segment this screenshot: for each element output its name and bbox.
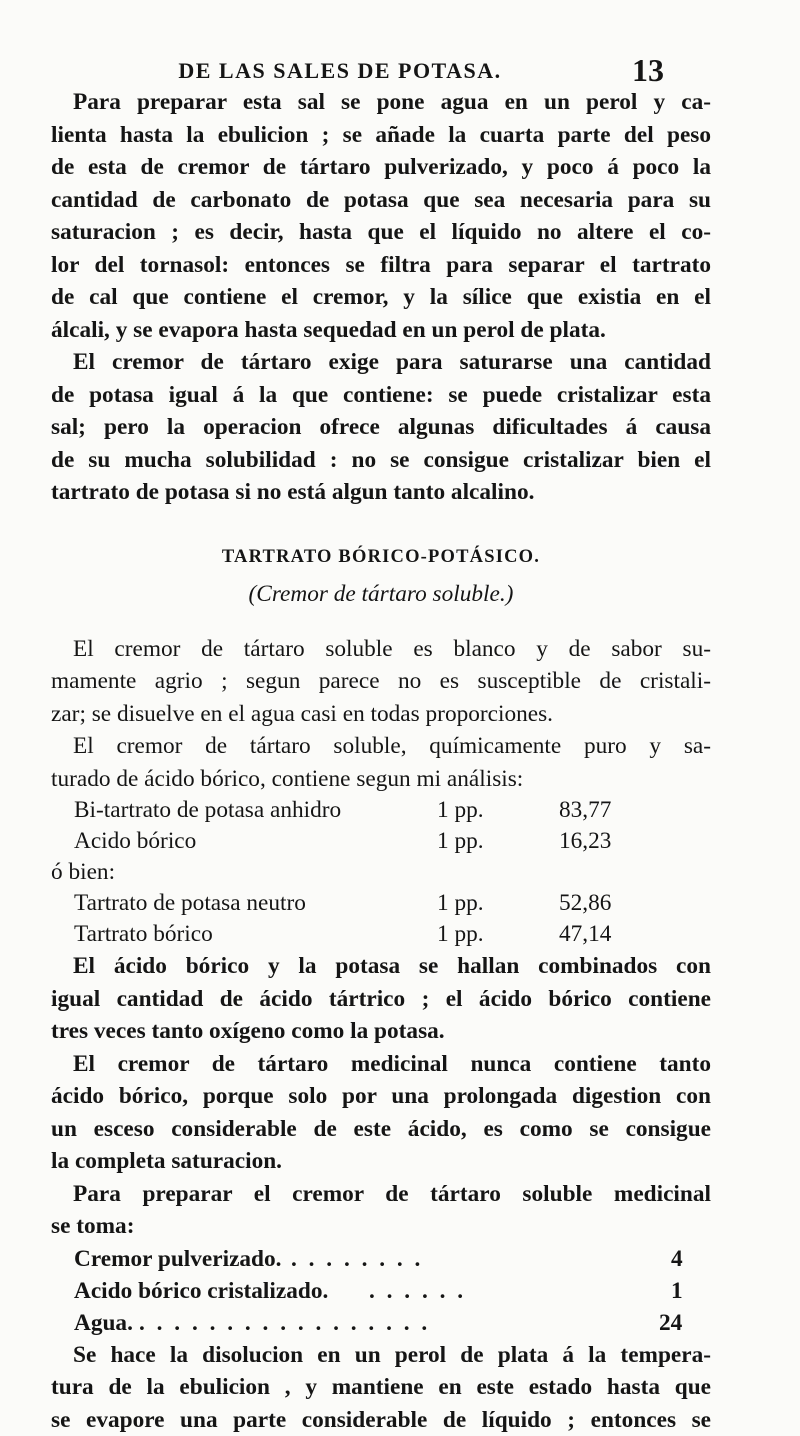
recipe-list (51, 1243, 711, 1339)
text-line: de cal que contiene el cremor, y la sílice que existia en el (51, 281, 711, 314)
component-name: Bi-tartrato de potasa anhidro (74, 795, 341, 826)
text-line: El cremor de tártaro exige para saturarse una cantidad (51, 346, 711, 379)
text-line: cantidad de carbonato de potasa que sea necesaria para su (51, 184, 711, 217)
analysis-row (51, 826, 711, 857)
leader-dots: . . . . . . (369, 1275, 466, 1307)
paragraph-description (51, 633, 711, 731)
text-line: de esta de cremor de tártaro pulverizado, y poco á poco la (51, 151, 711, 184)
text-line: se evapore una parte considerable de líquido ; entonces se (51, 1404, 711, 1436)
text-line: El ácido bórico y la potasa se hallan combinados con (51, 950, 711, 983)
component-name: Tartrato bórico (74, 919, 213, 950)
text-line: Para preparar el cremor de tártaro soluble medicinal (51, 1178, 711, 1211)
leader-dots: . . . . . . . . (291, 1243, 423, 1275)
text-line: tartrato de potasa si no está algun tanto alcalino. (51, 476, 711, 509)
text-line: El cremor de tártaro medicinal nunca contiene tanto (51, 1048, 711, 1081)
leader-dots: . . . . . . . . . . . . . . . . . (139, 1307, 430, 1339)
recipe-item (51, 1243, 711, 1275)
analysis-row (51, 919, 711, 950)
running-head (0, 50, 800, 90)
text-line: álcali, y se evapora hasta sequedad en un perol de plata. (51, 314, 711, 347)
paragraph-recipe-intro (51, 1178, 711, 1243)
paragraph-analysis-intro (51, 730, 711, 795)
body-text (51, 86, 711, 1436)
text-line: lor del tornasol: entonces se filtra para separar el tartrato (51, 249, 711, 282)
text-line: mamente agrio ; segun parece no es susceptible de cristali- (51, 665, 711, 698)
running-title: DE LAS SALES DE POTASA. (0, 58, 680, 84)
text-line: sal; pero la operacion ofrece algunas dificultades á causa (51, 411, 711, 444)
text-line: El cremor de tártaro soluble, químicamente puro y sa- (51, 730, 711, 763)
page-number: 13 (632, 52, 664, 89)
ingredient-quantity: 4 (671, 1243, 683, 1275)
text-line: Se hace la disolucion en un perol de plata á la tempera- (51, 1339, 711, 1372)
text-line: El cremor de tártaro soluble es blanco y de sabor su- (51, 633, 711, 666)
text-line: un esceso considerable de este ácido, es como se consigue (51, 1113, 711, 1146)
text-line: turado de ácido bórico, contiene segun mi análisis: (51, 763, 711, 796)
component-value: 52,86 (559, 888, 611, 919)
text-line: se toma: (51, 1210, 711, 1243)
component-value: 16,23 (559, 826, 611, 857)
or-label: ó bien: (51, 857, 711, 888)
text-line: de su mucha solubilidad : no se consigue cristalizar bien el (51, 444, 711, 477)
component-unit: 1 pp. (437, 919, 484, 950)
analysis-row (51, 795, 711, 826)
paragraph-combination (51, 950, 711, 1048)
paragraph-saturation (51, 346, 711, 509)
text-line: Para preparar esta sal se pone agua en un perol y ca- (51, 86, 711, 119)
analysis-row (51, 888, 711, 919)
section-subtitle: (Cremor de tártaro soluble.) (51, 577, 711, 611)
component-unit: 1 pp. (437, 826, 484, 857)
component-value: 47,14 (559, 919, 611, 950)
text-line: de potasa igual á la que contiene: se puede cristalizar esta (51, 379, 711, 412)
text-line: zar; se disuelve en el agua casi en todas proporciones. (51, 698, 711, 731)
ingredient-name: Acido bórico cristalizado. (74, 1275, 328, 1307)
analysis-table-a (51, 795, 711, 857)
component-value: 83,77 (559, 795, 611, 826)
component-name: Tartrato de potasa neutro (74, 888, 306, 919)
text-line: igual cantidad de ácido tártrico ; el ácido bórico contiene (51, 983, 711, 1016)
ingredient-name: Cremor pulverizado. (74, 1243, 282, 1275)
recipe-item (51, 1307, 711, 1339)
component-name: Acido bórico (74, 826, 196, 857)
text-line: tura de la ebulicion , y mantiene en este estado hasta que (51, 1371, 711, 1404)
ingredient-name: Agua. (74, 1307, 133, 1339)
ingredient-quantity: 1 (671, 1275, 683, 1307)
text-line: ácido bórico, porque solo por una prolongada digestion con (51, 1080, 711, 1113)
text-line: saturacion ; es decir, hasta que el líquido no altere el co- (51, 216, 711, 249)
component-unit: 1 pp. (437, 888, 484, 919)
paragraph-dissolution (51, 1339, 711, 1436)
analysis-table-b (51, 888, 711, 950)
ingredient-quantity: 24 (659, 1307, 682, 1339)
recipe-item (51, 1275, 711, 1307)
text-line: la completa saturacion. (51, 1145, 711, 1178)
paragraph-preparation (51, 86, 711, 346)
text-line: lienta hasta la ebulicion ; se añade la cuarta parte del peso (51, 119, 711, 152)
component-unit: 1 pp. (437, 795, 484, 826)
section-title: TARTRATO BÓRICO-POTÁSICO. (51, 541, 711, 573)
text-line: tres veces tanto oxígeno como la potasa. (51, 1015, 711, 1048)
paragraph-medicinal (51, 1048, 711, 1178)
